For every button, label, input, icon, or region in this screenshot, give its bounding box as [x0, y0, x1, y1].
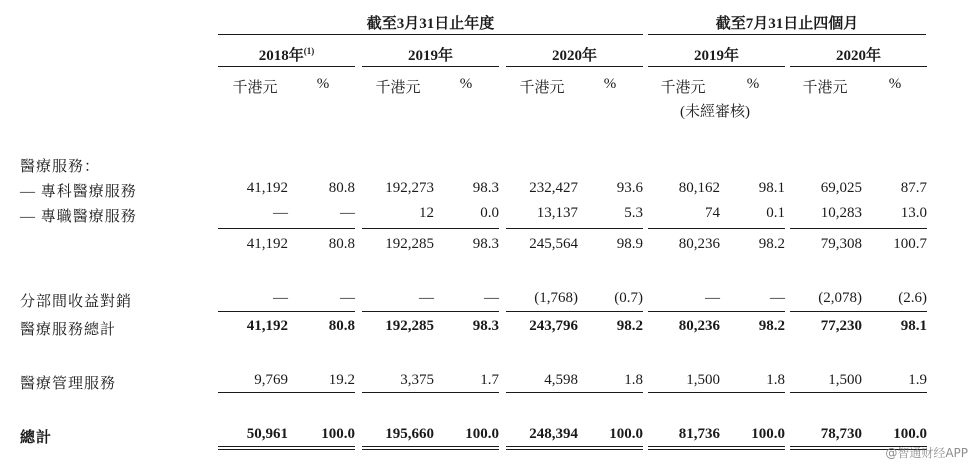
total-rule	[790, 311, 927, 312]
header-group-fiscal-year-underline	[218, 34, 643, 35]
cell: 5.3	[624, 205, 643, 221]
cell: 0.0	[480, 205, 499, 221]
unit-pct-2019-fy: %	[459, 76, 473, 92]
cell: 192,273	[385, 180, 434, 196]
cell: 80,236	[678, 318, 720, 334]
cell: 80,236	[678, 236, 720, 252]
cell: 1,500	[686, 372, 720, 388]
header-group-four-months: 截至7月31日止四個月	[715, 16, 859, 32]
cell: —	[705, 290, 720, 306]
cell: 100.0	[751, 426, 785, 442]
unit-money-2020-fy: 千港元	[519, 80, 565, 96]
cell: —	[484, 290, 499, 306]
cell: 80.8	[328, 236, 355, 252]
cell: —	[273, 205, 288, 221]
cell: 98.2	[758, 318, 785, 334]
cell: 243,796	[529, 318, 578, 334]
year-header-2020-4m: 2020年	[835, 48, 881, 64]
subtotal-rule	[362, 228, 499, 229]
cell: 98.9	[616, 236, 643, 252]
cell: 1.7	[480, 372, 499, 388]
cell: 13.0	[900, 205, 927, 221]
cell: 41,192	[246, 180, 288, 196]
cell: 41,192	[246, 318, 288, 334]
cell: 50,961	[246, 426, 288, 442]
cell: 98.2	[616, 318, 643, 334]
unit-pct-2020-fy: %	[603, 76, 617, 92]
double-underline	[506, 446, 643, 450]
total-rule	[218, 311, 355, 312]
year-underline-2019-fy	[362, 66, 499, 67]
row-label-grand-total: 總計	[20, 430, 53, 446]
header-group-fiscal-year: 截至3月31日止年度	[366, 16, 495, 32]
cell: 98.3	[472, 236, 499, 252]
grand-total-rule	[362, 392, 499, 393]
total-rule	[648, 311, 785, 312]
cell: 0.1	[766, 205, 785, 221]
header-group-four-months-underline	[648, 34, 926, 35]
unit-money-2019-fy: 千港元	[375, 80, 421, 96]
cell: 81,736	[678, 426, 720, 442]
year-header-2020-fy: 2020年	[551, 48, 597, 64]
cell: (0.7)	[614, 290, 643, 306]
cell: 13,137	[536, 205, 578, 221]
cell: 80.8	[328, 318, 355, 334]
cell: 192,285	[385, 318, 434, 334]
cell: 80,162	[678, 180, 720, 196]
subtotal-rule	[790, 228, 927, 229]
double-underline	[362, 446, 499, 450]
year-header-2019-fy: 2019年	[407, 48, 453, 64]
cell: 12	[419, 205, 434, 221]
cell: 248,394	[529, 426, 578, 442]
unit-money-2018: 千港元	[232, 80, 278, 96]
cell: —	[770, 290, 785, 306]
cell: 100.0	[609, 426, 643, 442]
cell: (2,078)	[818, 290, 862, 306]
cell: 1.8	[624, 372, 643, 388]
cell: 100.0	[321, 426, 355, 442]
cell: 98.1	[900, 318, 927, 334]
cell: 74	[705, 205, 720, 221]
grand-total-rule	[506, 392, 643, 393]
subtotal-rule	[218, 228, 355, 229]
row-label-elimination: 分部間收益對銷	[20, 294, 133, 310]
double-underline	[648, 446, 785, 450]
cell: —	[419, 290, 434, 306]
subtotal-rule	[648, 228, 785, 229]
subtotal-rule	[506, 228, 643, 229]
cell: 98.2	[758, 236, 785, 252]
cell: 77,230	[820, 318, 862, 334]
cell: 98.1	[758, 180, 785, 196]
cell: 100.0	[893, 426, 927, 442]
row-label-allied: — 專職醫療服務	[20, 209, 137, 225]
cell: 9,769	[254, 372, 288, 388]
year-underline-2018	[218, 66, 355, 67]
cell: 245,564	[529, 236, 578, 252]
unit-money-2020-4m: 千港元	[802, 80, 848, 96]
cell: 232,427	[529, 180, 578, 196]
row-label-medical-total: 醫療服務總計	[20, 322, 117, 338]
cell: 98.3	[472, 180, 499, 196]
cell: 19.2	[328, 372, 355, 388]
cell: 3,375	[400, 372, 434, 388]
unit-pct-2018: %	[316, 76, 330, 92]
cell: 10,283	[820, 205, 862, 221]
unaudited-note: (未經審核)	[680, 104, 750, 120]
cell: 100.0	[465, 426, 499, 442]
unit-pct-2019-4m: %	[746, 76, 760, 92]
cell: 93.6	[616, 180, 643, 196]
year-underline-2020-fy	[506, 66, 643, 67]
cell: 87.7	[900, 180, 927, 196]
cell: (1,768)	[534, 290, 578, 306]
grand-total-rule	[218, 392, 355, 393]
year-underline-2019-4m	[648, 66, 785, 67]
cell: 78,730	[820, 426, 862, 442]
cell: (2.6)	[898, 290, 927, 306]
cell: —	[273, 290, 288, 306]
total-rule	[506, 311, 643, 312]
cell: 1.9	[908, 372, 927, 388]
row-label-medical-services: 醫療服務：	[20, 159, 101, 175]
watermark: @智通财经APP	[885, 446, 968, 460]
total-rule	[362, 311, 499, 312]
cell: 79,308	[820, 236, 862, 252]
cell: 41,192	[246, 236, 288, 252]
unit-pct-2020-4m: %	[888, 76, 902, 92]
cell: 1,500	[828, 372, 862, 388]
cell: 192,285	[385, 236, 434, 252]
grand-total-rule	[790, 392, 927, 393]
year-header-2019-4m: 2019年	[693, 48, 739, 64]
row-label-specialist: — 專科醫療服務	[20, 184, 137, 200]
cell: 69,025	[820, 180, 862, 196]
cell: 80.8	[328, 180, 355, 196]
grand-total-rule	[648, 392, 785, 393]
double-underline	[218, 446, 355, 450]
cell: 98.3	[472, 318, 499, 334]
cell: —	[340, 205, 355, 221]
cell: 195,660	[385, 426, 434, 442]
cell: 4,598	[544, 372, 578, 388]
unit-money-2019-4m: 千港元	[660, 80, 706, 96]
row-label-management: 醫療管理服務	[20, 376, 117, 392]
cell: —	[340, 290, 355, 306]
cell: 1.8	[766, 372, 785, 388]
cell: 100.7	[893, 236, 927, 252]
year-underline-2020-4m	[790, 66, 927, 67]
year-header-2018: 2018年$^{(1)}$	[258, 46, 315, 64]
